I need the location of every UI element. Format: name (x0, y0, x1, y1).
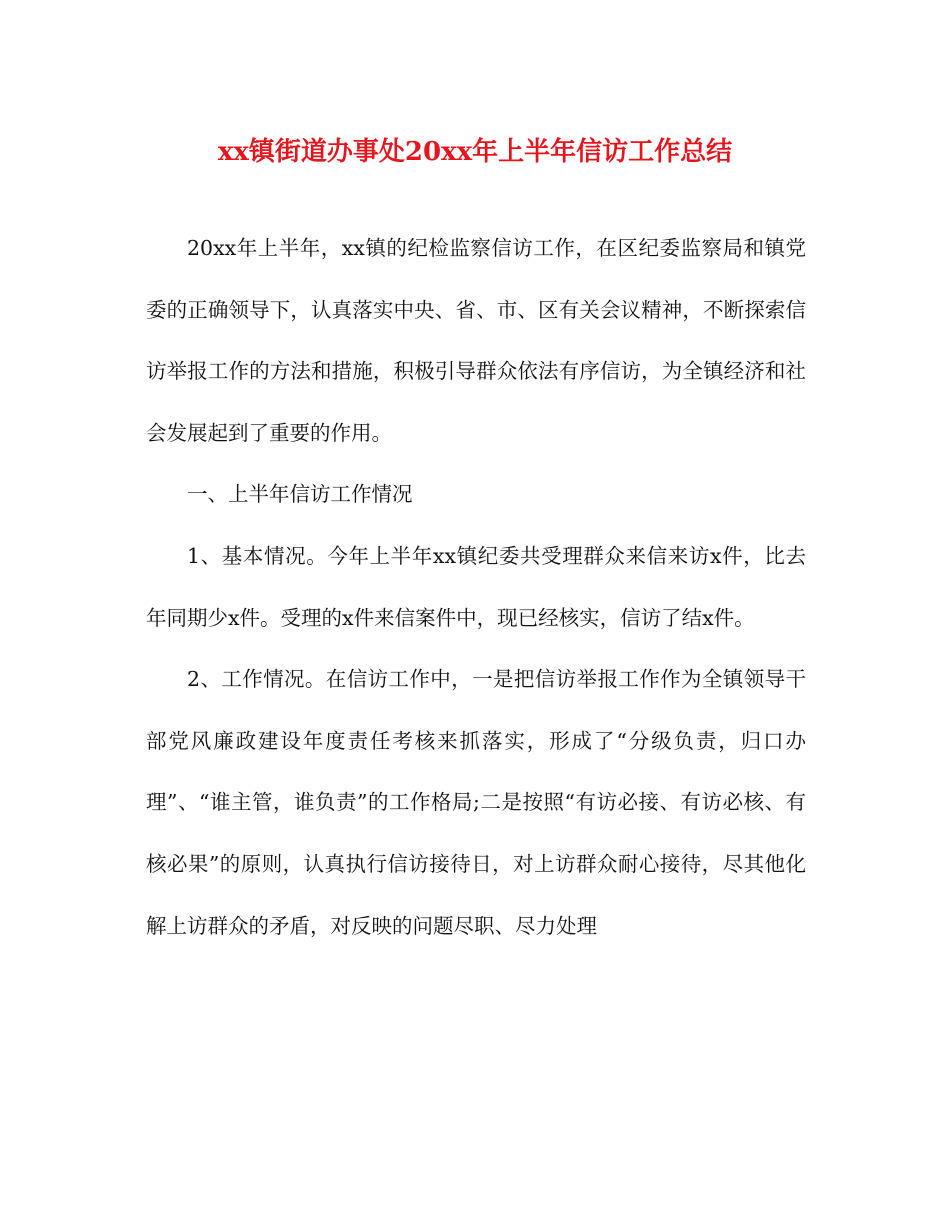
paragraph-intro: 20xx年上半年，xx镇的纪检监察信访工作，在区纪委监察局和镇党委的正确领导下，认真落实中央、省、市、区有关会议精神，不断探索信访举报工作的方法和措施，积极引导群众依法有序信访，为全镇经济和社会发展起到了重要的作用。 (146, 236, 806, 445)
paragraph-basic-situation: 1、基本情况。今年上半年xx镇纪委共受理群众来信来访x件，比去年同期少x件。受理的x件来信案件中，现已经核实，信访了结x件。 (146, 543, 806, 630)
section-heading: 一、上半年信访工作情况 (187, 482, 413, 507)
document-body (146, 218, 806, 957)
paragraph-work-situation: 2、工作情况。在信访工作中，一是把信访举报工作作为全镇领导干部党风廉政建设年度责任考核来抓落实，形成了“分级负责，归口办理”、“谁主管，谁负责”的工作格局;二是按照“有访必接、有访必核、有核必果”的原则，认真执行信访接待日，对上访群众耐心接待，尽其他化解上访群众的矛盾，对反映的问题尽职、尽力处理 (146, 667, 806, 938)
document-title: xx镇街道办事处20xx年上半年信访工作总结 (217, 137, 733, 167)
